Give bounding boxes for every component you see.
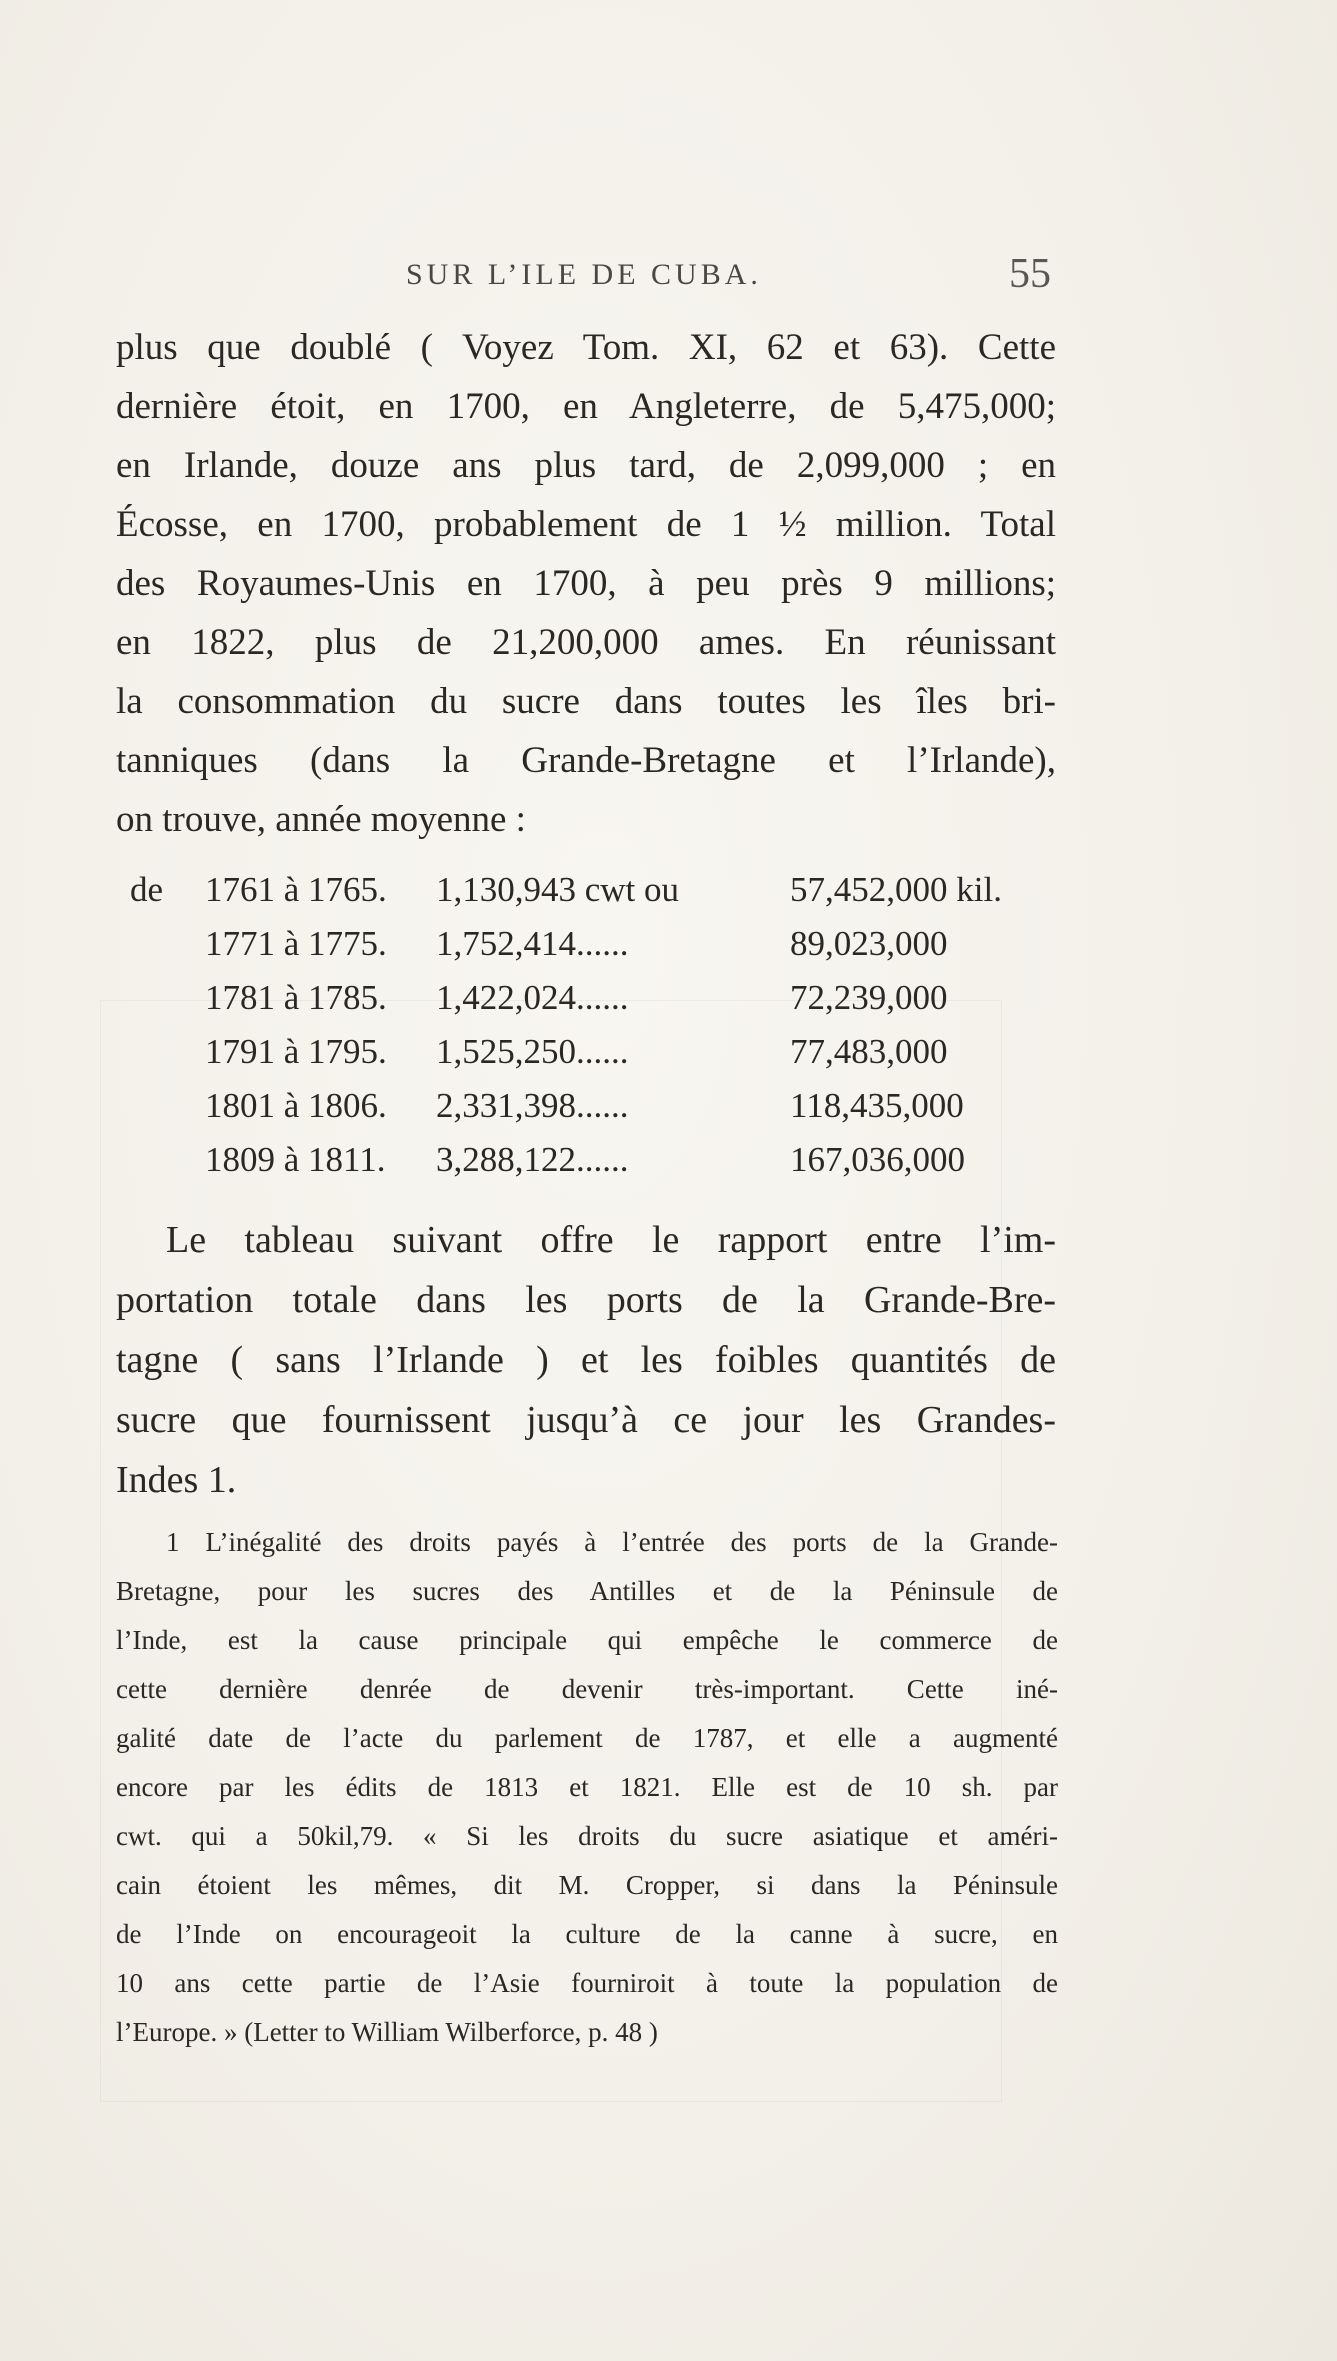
footnote-line: cain étoient les mêmes, dit M. Cropper, si dans la Péninsule bbox=[116, 1870, 1058, 1900]
sugar-consumption-table bbox=[130, 870, 1070, 1194]
kil-value: 57,452,000 kil. bbox=[790, 870, 1002, 909]
cwt-value: 1,130,943 cwt ou bbox=[436, 870, 680, 909]
kil-value: 77,483,000 bbox=[790, 1032, 948, 1071]
footnote-line: galité date de l’acte du parlement de 1787, et elle a augmenté bbox=[116, 1723, 1058, 1753]
footnote-line: l’Inde, est la cause principale qui empêche le commerce de bbox=[116, 1625, 1058, 1655]
text-line: Écosse, en 1700, probablement de 1 ½ million. Total bbox=[116, 504, 1056, 545]
year-range: 1791 à 1795. bbox=[205, 1032, 387, 1071]
year-range: 1761 à 1765. bbox=[205, 870, 387, 909]
cwt-value: 2,331,398...... bbox=[436, 1086, 629, 1125]
table-row bbox=[130, 870, 1070, 924]
kil-value: 89,023,000 bbox=[790, 924, 948, 963]
year-range: 1781 à 1785. bbox=[205, 978, 387, 1017]
cwt-value: 3,288,122...... bbox=[436, 1140, 629, 1179]
text-line: des Royaumes-Unis en 1700, à peu près 9 millions; bbox=[116, 563, 1056, 604]
text-line: on trouve, année moyenne : bbox=[116, 799, 526, 840]
text-line: en 1822, plus de 21,200,000 ames. En réunissant bbox=[116, 622, 1056, 663]
text-line: tagne ( sans l’Irlande ) et les foibles quantités de bbox=[116, 1339, 1056, 1381]
footnote-line: de l’Inde on encourageoit la culture de la canne à sucre, en bbox=[116, 1919, 1058, 1949]
text-line: sucre que fournissent jusqu’à ce jour les Grandes- bbox=[116, 1399, 1056, 1441]
kil-value: 118,435,000 bbox=[790, 1086, 964, 1125]
text-line: dernière étoit, en 1700, en Angleterre, de 5,475,000; bbox=[116, 386, 1056, 427]
table-row bbox=[130, 1140, 1070, 1194]
text-line: la consommation du sucre dans toutes les îles bri- bbox=[116, 681, 1056, 722]
paragraph-1 bbox=[116, 318, 1056, 849]
footnote-line: Bretagne, pour les sucres des Antilles et de la Péninsule de bbox=[116, 1576, 1058, 1606]
year-range: 1801 à 1806. bbox=[205, 1086, 387, 1125]
running-head-title: SUR L’ILE DE CUBA. bbox=[406, 258, 762, 291]
table-row bbox=[130, 1086, 1070, 1140]
kil-value: 72,239,000 bbox=[790, 978, 948, 1017]
row-prefix: de bbox=[130, 870, 164, 909]
table-row bbox=[130, 1032, 1070, 1086]
table-row bbox=[130, 978, 1070, 1032]
text-line: Indes 1. bbox=[116, 1459, 237, 1501]
footnote-line: 10 ans cette partie de l’Asie fourniroit à toute la population de bbox=[116, 1968, 1058, 1998]
text-line: en Irlande, douze ans plus tard, de 2,099,000 ; en bbox=[116, 445, 1056, 486]
text-line: Le tableau suivant offre le rapport entre l’im- bbox=[166, 1219, 1056, 1261]
year-range: 1809 à 1811. bbox=[205, 1140, 386, 1179]
year-range: 1771 à 1775. bbox=[205, 924, 387, 963]
cwt-value: 1,525,250...... bbox=[436, 1032, 629, 1071]
page-number: 55 bbox=[1009, 251, 1051, 297]
cwt-value: 1,752,414...... bbox=[436, 924, 629, 963]
table-row bbox=[130, 924, 1070, 978]
footnote-line: 1 L’inégalité des droits payés à l’entrée des ports de la Grande- bbox=[166, 1527, 1058, 1557]
text-line: tanniques (dans la Grande-Bretagne et l’Irlande), bbox=[116, 740, 1056, 781]
text-line: plus que doublé ( Voyez Tom. XI, 62 et 63). Cette bbox=[116, 327, 1056, 368]
footnote-line: cwt. qui a 50kil,79. « Si les droits du sucre asiatique et améri- bbox=[116, 1821, 1058, 1851]
cwt-value: 1,422,024...... bbox=[436, 978, 629, 1017]
footnote-line: l’Europe. » (Letter to William Wilberforce, p. 48 ) bbox=[116, 2017, 658, 2047]
footnote bbox=[116, 1518, 1058, 2057]
paragraph-2 bbox=[116, 1210, 1056, 1510]
footnote-line: encore par les édits de 1813 et 1821. Elle est de 10 sh. par bbox=[116, 1772, 1058, 1802]
kil-value: 167,036,000 bbox=[790, 1140, 965, 1179]
footnote-line: cette dernière denrée de devenir très-important. Cette iné- bbox=[116, 1674, 1058, 1704]
text-line: portation totale dans les ports de la Grande-Bre- bbox=[116, 1279, 1056, 1321]
running-head bbox=[116, 252, 1051, 302]
